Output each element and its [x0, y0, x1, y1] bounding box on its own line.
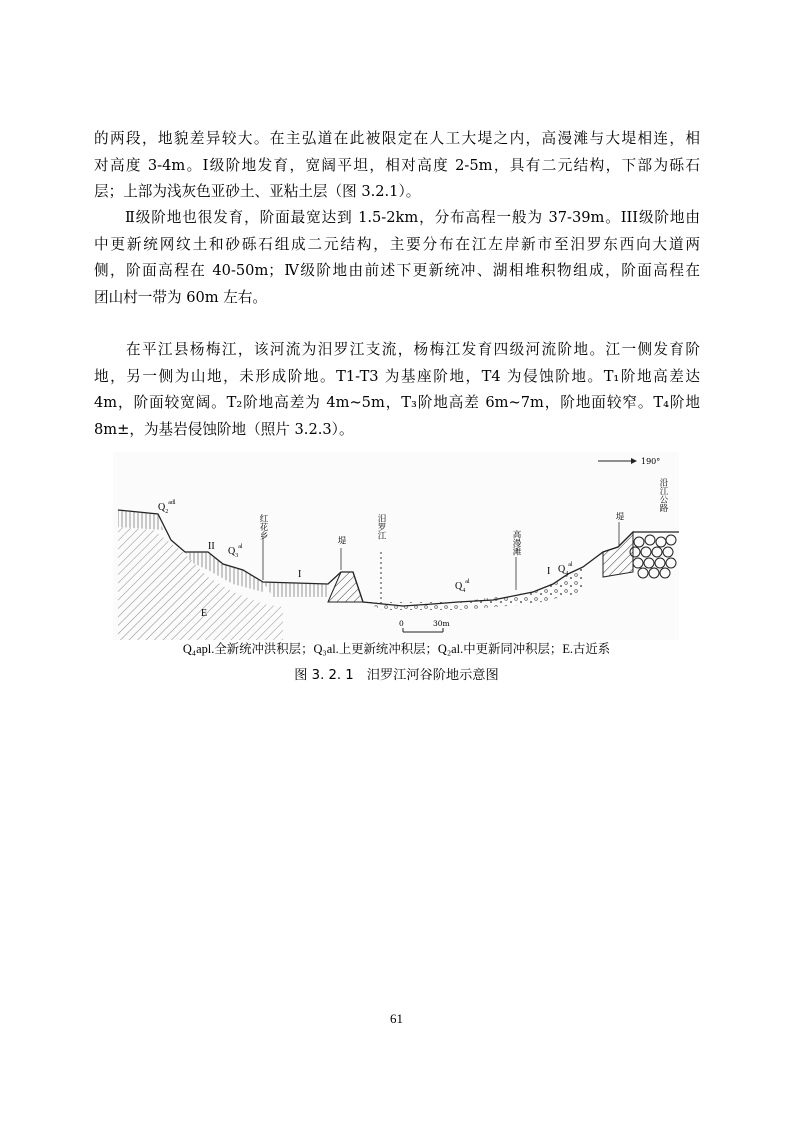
q3-label: $Q_3^{al}$: [228, 544, 243, 559]
valley-terrace-diagram: [113, 452, 679, 640]
paragraph-line: 侧，阶面高程在 40-50m；Ⅳ级阶地由前述下更新统冲、湖相堆积物组成，阶面高程在: [94, 262, 700, 279]
town-label: 红花乡: [258, 514, 268, 540]
highflood-label: 高漫滩: [511, 530, 521, 556]
scale-start-label: 0: [399, 619, 404, 628]
terrace-i-deposit: [263, 582, 328, 597]
q4-right-label: $Q_4^{al}$: [558, 562, 573, 577]
paragraph-line: 8m±，为基岩侵蚀阶地（照片 3.2.3）。: [94, 420, 354, 438]
q4-mid-label: $Q_4^{al}$: [455, 579, 470, 594]
road-label: 沿江公路: [658, 478, 668, 512]
river-label: 汨罗江: [376, 514, 386, 540]
figure-title: 图 3. 2. 1 汨罗江河谷阶地示意图: [294, 668, 499, 683]
dike-right-label: 堤: [614, 512, 624, 521]
terrace-i-right-label: I: [547, 566, 551, 577]
dike-left-label: 堤: [336, 536, 346, 545]
terrace-ii-label: II: [208, 541, 215, 552]
e-label: E: [201, 608, 208, 619]
direction-label: 190°: [641, 457, 661, 466]
paragraph-line: 4m，阶面较宽阔。T₂阶地高差为 4m~5m，T₃阶地高差 6m~7m，阶地面较窄。T₄阶地: [94, 394, 700, 411]
terrace-i-left-label: I: [298, 569, 302, 580]
paragraph-1: [94, 126, 700, 206]
page-number: 61: [390, 1011, 403, 1026]
paragraph-line: Ⅱ级阶地也很发育，阶面最宽达到 1.5-2km，分布高程一般为 37-39m。III级阶地由: [94, 209, 700, 226]
paragraph-3: [94, 337, 700, 443]
scale-end-label: 30m: [433, 619, 450, 628]
paragraph-line: 对高度 3-4m。Ⅰ级阶地发育，宽阔平坦，相对高度 2-5m，具有二元结构，下部为砾石: [94, 156, 700, 174]
figure-legend: Q₄apl.全新统冲洪积层；Q₃al.上更新统冲积层；Q₂al.中更新同冲积层；E.古近系: [182, 642, 611, 656]
paragraph-line: 的两段，地貌差异较大。在主弘道在此被限定在人工大堤之内，高漫滩与大堤相连，相: [94, 130, 700, 147]
paragraph-line: 中更新统网纹土和砂砾石组成二元结构，主要分布在江左岸新市至汨罗东西向大道两: [94, 235, 700, 253]
paragraph-line: 层；上部为浅灰色亚砂土、亚粘土层（图 3.2.1）。: [94, 183, 421, 200]
paragraph-2: [94, 205, 700, 311]
paragraph-line: 团山村一带为 60m 左右。: [94, 288, 268, 306]
q2-label: $Q_2^{adl}$: [158, 500, 176, 515]
paragraph-line: 在平江县杨梅江，该河流为汨罗江支流，杨梅江发育四级河流阶地。江一侧发育阶: [94, 341, 700, 358]
paragraph-line: 地，另一侧为山地，未形成阶地。T1-T3 为基座阶地，T4 为侵蚀阶地。T₁阶地高差达: [94, 367, 700, 385]
